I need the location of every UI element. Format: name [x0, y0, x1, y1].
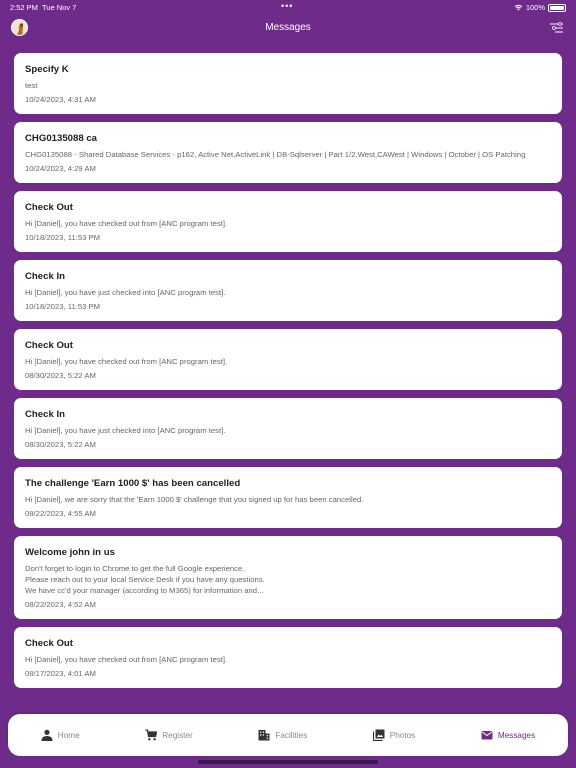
- filter-icon[interactable]: [548, 22, 564, 34]
- tab-home-label: Home: [57, 730, 80, 740]
- message-body: Hi [Daniel], we are sorry that the 'Earn 1000 $' challenge that you signed up for has been cancelled.: [25, 495, 364, 504]
- nav-bar: [0, 14, 576, 44]
- message-date: 10/24/2023, 4:29 AM: [25, 164, 96, 173]
- home-indicator[interactable]: [198, 760, 378, 764]
- multitasking-dots[interactable]: •••: [281, 1, 294, 11]
- battery-percent: 100%: [525, 3, 545, 12]
- building-icon: [258, 729, 270, 741]
- message-card[interactable]: [14, 53, 562, 114]
- tab-photos[interactable]: [373, 729, 416, 741]
- message-body: Hi [Daniel], you have checked out from [ANC program test].: [25, 357, 228, 366]
- tab-messages[interactable]: [481, 729, 535, 741]
- message-title: Check In: [25, 409, 65, 420]
- tab-messages-label: Messages: [497, 730, 536, 740]
- tab-register-label: Register: [162, 730, 193, 740]
- message-body: CHG0135088 - Shared Database Services - p162, Active Net,ActiveLink | DB-Sqlserver | Part 1/2,West,CAWest | Windows | October | OS Patching: [25, 150, 526, 159]
- photo-library-icon: [373, 729, 385, 741]
- tab-home[interactable]: [41, 729, 80, 741]
- message-card[interactable]: [14, 536, 562, 619]
- message-card[interactable]: [14, 467, 562, 528]
- battery-icon: [548, 4, 566, 12]
- message-title: Check Out: [25, 638, 73, 649]
- tab-facilities[interactable]: [258, 729, 307, 741]
- message-body: Hi [Daniel], you have checked out from [ANC program test].: [25, 655, 228, 664]
- wifi-icon: [514, 4, 523, 11]
- message-list: [14, 53, 562, 696]
- message-title: Welcome john in us: [25, 547, 115, 558]
- message-body: Hi [Daniel], you have just checked into [ANC program test].: [25, 426, 226, 435]
- message-body: Hi [Daniel], you have just checked into [ANC program test].: [25, 288, 226, 297]
- tab-facilities-label: Facilities: [275, 730, 308, 740]
- message-date: 10/24/2023, 4:31 AM: [25, 95, 96, 104]
- message-body: Hi [Daniel], you have checked out from [ANC program test].: [25, 219, 228, 228]
- message-card[interactable]: [14, 627, 562, 688]
- message-title: Check Out: [25, 202, 73, 213]
- status-indicators: [514, 3, 566, 12]
- envelope-icon: [481, 729, 493, 741]
- person-icon: [41, 729, 53, 741]
- message-title: The challenge 'Earn 1000 $' has been cancelled: [25, 478, 241, 489]
- message-title: Check In: [25, 271, 65, 282]
- message-date: 10/18/2023, 11:53 PM: [25, 302, 101, 311]
- status-bar: [0, 0, 576, 14]
- status-time: 2:52 PM: [10, 3, 38, 12]
- tab-photos-label: Photos: [389, 730, 416, 740]
- message-card[interactable]: [14, 329, 562, 390]
- message-date: 08/30/2023, 5:22 AM: [25, 440, 96, 449]
- message-card[interactable]: [14, 191, 562, 252]
- message-title: Check Out: [25, 340, 73, 351]
- message-date: 08/30/2023, 5:22 AM: [25, 371, 96, 380]
- message-date: 08/17/2023, 4:01 AM: [25, 669, 96, 678]
- message-card[interactable]: [14, 260, 562, 321]
- status-date: Tue Nov 7: [42, 3, 77, 12]
- message-body: Don't forget to login to Chrome to get the full Google experience. Please reach out to your local Service Desk if you have any questions. We have cc'd your manager (according to M365) for information and...: [25, 564, 265, 595]
- tab-register[interactable]: [145, 729, 193, 741]
- message-date: 10/18/2023, 11:53 PM: [25, 233, 101, 242]
- message-body: test: [25, 81, 38, 90]
- cart-icon: [145, 729, 157, 741]
- page-title: Messages: [265, 22, 311, 33]
- message-date: 08/22/2023, 4:55 AM: [25, 509, 96, 518]
- tab-bar: [8, 714, 568, 756]
- message-card[interactable]: [14, 398, 562, 459]
- message-date: 08/22/2023, 4:52 AM: [25, 600, 96, 609]
- message-card[interactable]: [14, 122, 562, 183]
- message-title: CHG0135088 ca: [25, 133, 98, 144]
- message-title: Specify K: [25, 64, 69, 75]
